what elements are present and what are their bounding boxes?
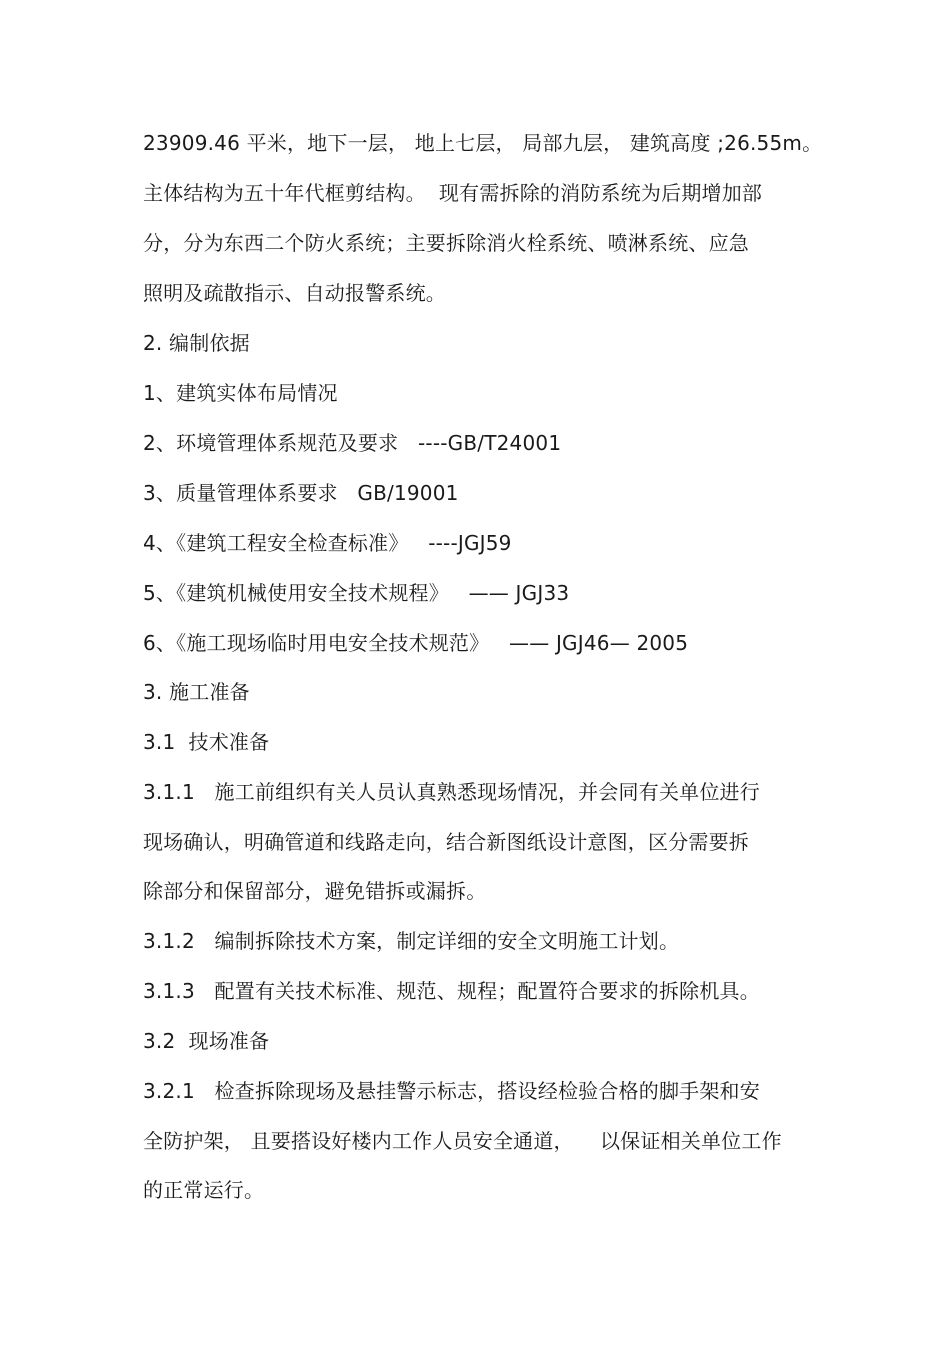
section-heading: 3. 施工准备 — [143, 680, 250, 704]
text-line: 的正常运行。 — [143, 1178, 265, 1202]
text-line: 主体结构为五十年代框剪结构。 现有需拆除的消防系统为后期增加部 — [143, 181, 763, 205]
list-item: 2、环境管理体系规范及要求 ----GB/T24001 — [143, 431, 562, 455]
text-line: 23909.46 平米，地下一层， 地上七层， 局部九层， 建筑高度 ;26.55m。 — [143, 131, 823, 155]
text-line: 照明及疏散指示、自动报警系统。 — [143, 281, 446, 305]
text-line: 3.1.3 配置有关技术标准、规范、规程；配置符合要求的拆除机具。 — [143, 979, 760, 1003]
text-line: 3.1.1 施工前组织有关人员认真熟悉现场情况，并会同有关单位进行 — [143, 780, 760, 804]
text-line: 分，分为东西二个防火系统；主要拆除消火栓系统、喷淋系统、应急 — [143, 231, 749, 255]
list-item: 6、《施工现场临时用电安全技术规范》 —— JGJ46— 2005 — [143, 631, 689, 655]
list-item: 4、《建筑工程安全检查标准》 ----JGJ59 — [143, 531, 512, 555]
text-line: 全防护架， 且要搭设好楼内工作人员安全通道， 以保证相关单位工作 — [143, 1129, 782, 1153]
text-line: 3.1.2 编制拆除技术方案，制定详细的安全文明施工计划。 — [143, 929, 680, 953]
subsection-heading: 3.1 技术准备 — [143, 730, 270, 754]
text-line: 现场确认，明确管道和线路走向，结合新图纸设计意图，区分需要拆 — [143, 830, 749, 854]
text-line: 3.2.1 检查拆除现场及悬挂警示标志，搭设经检验合格的脚手架和安 — [143, 1079, 760, 1103]
list-item: 3、质量管理体系要求 GB/19001 — [143, 481, 459, 505]
list-item: 1、建筑实体布局情况 — [143, 381, 338, 405]
section-heading: 2. 编制依据 — [143, 331, 250, 355]
subsection-heading: 3.2 现场准备 — [143, 1029, 270, 1053]
text-line: 除部分和保留部分，避免错拆或漏拆。 — [143, 879, 487, 903]
list-item: 5、《建筑机械使用安全技术规程》 —— JGJ33 — [143, 581, 570, 605]
